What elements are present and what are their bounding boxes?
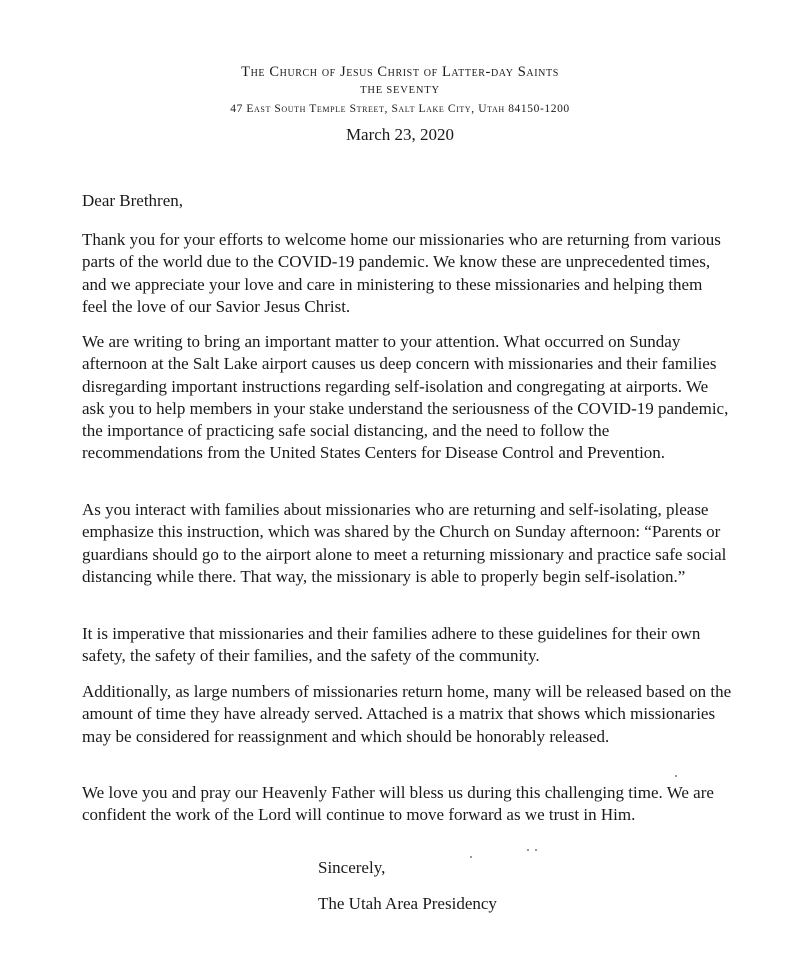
paragraph-text: As you interact with families about missionaries who are returning and self-isolating, please emphasize this instruction, which was shared by the Church on Sunday afternoon: “Parents or guardians should go to the airport alone to meet a returning missionary and practice safe social distancing while there. That way, the missionary is able to properly begin self-isolation.” <box>82 500 727 586</box>
scan-speck <box>527 849 529 851</box>
scan-speck <box>535 849 537 851</box>
letterhead-unit: THE SEVENTY <box>360 85 440 96</box>
letter-date: March 23, 2020 <box>345 125 455 144</box>
paragraph-4 <box>82 623 732 668</box>
scan-speck <box>675 775 677 777</box>
letterhead-organization: The Church of Jesus Christ of Latter-day Saints <box>241 64 559 80</box>
paragraph-text: We love you and pray our Heavenly Father will bless us during this challenging time. We are confident the work of the Lord will continue to move forward as we trust in Him. <box>82 783 714 825</box>
letterhead-address: 47 East South Temple Street, Salt Lake City, Utah 84150-1200 <box>230 103 570 115</box>
salutation-text: Dear Brethren, <box>82 191 184 210</box>
paragraph-3 <box>82 499 732 588</box>
paragraph-text: Thank you for your efforts to welcome home our missionaries who are returning from various parts of the world due to the COVID-19 pandemic. We know these are unprecedented times, and we appreciate your love and care in ministering to these missionaries and helping them feel the love of our Savior Jesus Christ. <box>82 230 721 316</box>
paragraph-2 <box>82 331 732 465</box>
letterhead <box>0 63 800 117</box>
scan-speck <box>470 856 472 858</box>
salutation <box>82 190 732 212</box>
paragraph-6 <box>82 782 732 827</box>
paragraph-1 <box>82 229 732 318</box>
paragraph-5 <box>82 681 732 748</box>
closing: Sincerely, <box>318 858 386 877</box>
signer: The Utah Area Presidency <box>318 894 497 913</box>
paragraph-text: Additionally, as large numbers of missionaries return home, many will be released based on the amount of time they have already served. Attached is a matrix that shows which missionaries may be considered for reassignment and which should be honorably released. <box>82 682 732 746</box>
paragraph-text: We are writing to bring an important matter to your attention. What occurred on Sunday afternoon at the Salt Lake airport causes us deep concern with missionaries and their families disregarding important instructions regarding self-isolation and congregating at airports. We ask you to help members in your stake understand the seriousness of the COVID-19 pandemic, the importance of practicing safe social distancing, and the need to follow the recommendations from the United States Centers for Disease Control and Prevention. <box>82 332 729 463</box>
paragraph-text: It is imperative that missionaries and their families adhere to these guidelines for their own safety, the safety of their families, and the safety of the community. <box>82 624 701 666</box>
